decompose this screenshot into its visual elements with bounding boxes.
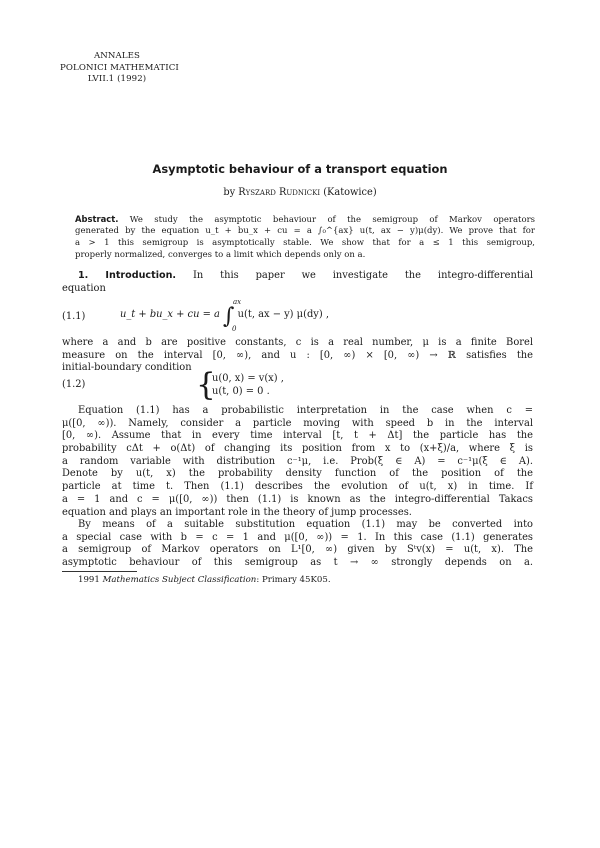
paragraph — [62, 405, 533, 519]
journal-name-line: POLONICI MATHEMATICI — [60, 62, 179, 73]
body-line: [0, ∞). Assume that in every time interval [t, t + Δt] the particle has the — [62, 430, 533, 442]
integral-lower-limit: 0 — [232, 325, 237, 333]
author-affiliation: (Katowice) — [323, 187, 377, 198]
author-name: Ryszard Rudnicki — [238, 187, 321, 198]
byline-prefix: by — [223, 187, 236, 198]
body-line: probability cΔt + o(Δt) of changing its position from x to (x+ξ)/a, where ξ is — [62, 443, 533, 455]
body-line: Equation (1.1) has a probabilistic interpretation in the case when c = — [78, 405, 533, 416]
body-line: equation and plays an important role in the theory of jump processes. — [62, 506, 412, 518]
integral-upper-limit: ax — [233, 298, 242, 306]
body-line: Denote by u(t, x) the probability density function of the position of the — [62, 468, 533, 480]
section-heading: 1. Introduction. — [78, 270, 177, 281]
equation-1-1 — [62, 300, 533, 340]
paper-title: Asymptotic behaviour of a transport equation — [152, 162, 448, 176]
journal-volume: LVII.1 (1992) — [87, 74, 147, 85]
boundary-condition: u(t, 0) = 0 . — [212, 386, 270, 397]
equation-lhs: u_t + bu_x + cu = a — [120, 309, 220, 320]
body-line: particle at time t. Then (1.1) describes the evolution of u(t, x) in time. If — [62, 481, 533, 493]
body-line: measure on the interval [0, ∞), and u : [0, ∞) × [0, ∞) → ℝ satisfies the — [62, 349, 533, 361]
footnote-label: Mathematics Subject Classification — [102, 575, 257, 585]
footnote-year: 1991 — [78, 575, 100, 585]
footnote-rule — [62, 571, 137, 572]
section-intro — [62, 270, 533, 295]
abstract-line: properly normalized, converges to a limit which depends only on a. — [75, 250, 366, 260]
boundary-condition: u(0, x) = v(x) , — [212, 373, 284, 384]
body-line: 1. Introduction. In this paper we investigate the integro-differential — [78, 270, 533, 281]
body-line: a random variable with distribution c⁻¹μ, i.e. Prob(ξ ∈ A) = c⁻¹μ(ξ ∈ A). — [62, 455, 533, 467]
footnote-classification: : Primary 45K05. — [256, 575, 331, 585]
equation-integrand: u(t, ax − y) μ(dy) , — [237, 309, 329, 320]
footnote — [78, 575, 331, 585]
abstract-line: a > 1 this semigroup is asymptotically stable. We show that for a ≤ 1 this semigroup, — [75, 238, 535, 248]
paragraph — [62, 519, 533, 570]
equation-number: (1.1) — [62, 311, 86, 322]
body-line: a semigroup of Markov operators on L¹[0, ∞) given by Sᵗv(x) = u(t, x). The — [62, 544, 533, 556]
integral-sign: ∫ — [223, 304, 235, 329]
equation-number: (1.2) — [62, 379, 86, 390]
journal-header — [60, 51, 179, 86]
paragraph — [62, 337, 533, 375]
abstract-line: generated by the equation u_t + bu_x + cu = a ∫₀^{ax} u(t, ax − y)μ(dy). We prove that for — [75, 226, 535, 236]
body-line: a special case with b = c = 1 and μ([0, ∞)) = 1. In this case (1.1) generates — [62, 531, 533, 543]
body-line: By means of a suitable substitution equation (1.1) may be converted into — [78, 519, 533, 530]
abstract — [75, 213, 535, 261]
journal-name-line: ANNALES — [93, 51, 141, 61]
equation-body — [120, 306, 329, 328]
cases-brace: { — [196, 367, 216, 403]
body-line: a = 1 and c = μ([0, ∞)) then (1.1) is known as the integro-differential Takacs — [62, 493, 533, 505]
body-line: where a and b are positive constants, c is a real number, μ is a finite Borel — [62, 337, 533, 348]
body-line: asymptotic behaviour of this semigroup as t → ∞ strongly depends on a. — [62, 557, 533, 569]
body-line: initial-boundary condition — [62, 362, 192, 374]
abstract-label: Abstract. — [75, 214, 119, 224]
abstract-line: Abstract. We study the asymptotic behaviour of the semigroup of Markov operators — [75, 214, 535, 225]
body-line: equation — [62, 282, 106, 294]
body-line: μ([0, ∞)). Namely, consider a particle moving with speed b in the interval — [62, 417, 533, 429]
byline — [0, 187, 600, 198]
